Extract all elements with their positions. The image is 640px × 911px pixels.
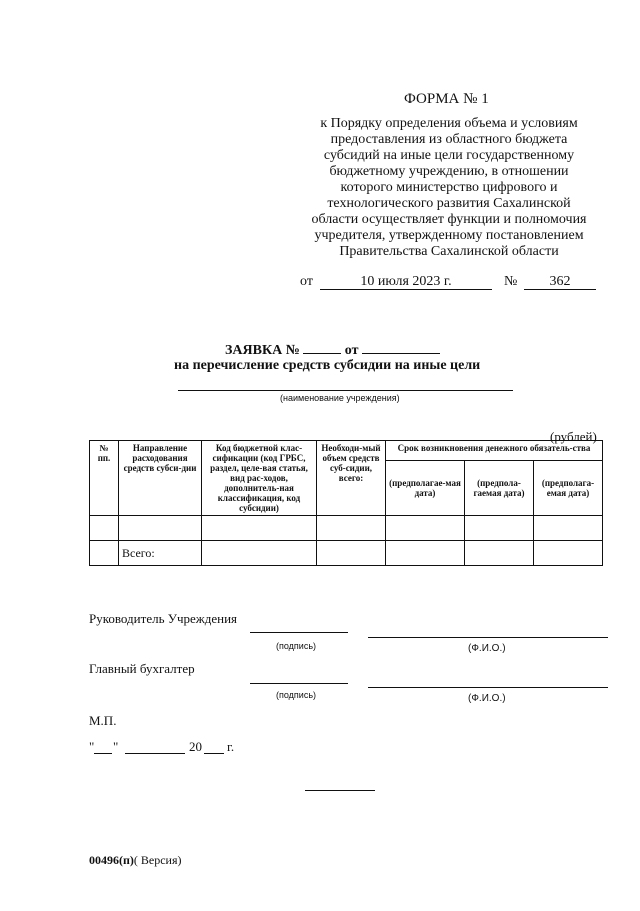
quote-close: " bbox=[113, 739, 119, 754]
header-line: к Порядку определения объема и условиям bbox=[320, 116, 578, 131]
col-header-sub1: (предполагае-мая дата) bbox=[386, 461, 465, 516]
table-cell bbox=[202, 516, 317, 541]
document-version: ( Версия) bbox=[133, 853, 182, 867]
col-header-code: Код бюджетной клас-сификации (код ГРБС, раздел, целе-вая статья, вид рас-ходов, дополнитель-ная классификация, код субсидии) bbox=[202, 441, 317, 516]
col-header-sub2: (предпола-гаемая дата) bbox=[465, 461, 534, 516]
head-fio-line bbox=[368, 637, 608, 638]
zayavka-subtitle: на перечисление средств субсидии на иные цели bbox=[174, 358, 481, 373]
number-sign: № bbox=[504, 274, 518, 289]
table-cell bbox=[465, 541, 534, 566]
table-cell bbox=[317, 541, 386, 566]
table-cell bbox=[90, 516, 119, 541]
document-code: 00496(п) bbox=[89, 853, 134, 867]
quote-open: " bbox=[89, 739, 95, 754]
end-divider bbox=[305, 790, 375, 791]
day-blank bbox=[94, 739, 112, 754]
table-cell bbox=[465, 516, 534, 541]
table-total-row bbox=[90, 541, 603, 566]
year-suffix: г. bbox=[227, 739, 235, 754]
table-cell bbox=[202, 541, 317, 566]
request-table bbox=[89, 440, 603, 566]
accountant-fio-hint: (Ф.И.О.) bbox=[468, 693, 506, 704]
zayavka-title bbox=[225, 341, 440, 359]
resolution-number: 362 bbox=[524, 274, 596, 290]
header-line: субсидий на иные цели государственному bbox=[323, 148, 575, 163]
table-row bbox=[90, 516, 603, 541]
date-prefix: от bbox=[300, 274, 313, 289]
col-header-no: № пп. bbox=[90, 441, 119, 516]
table-cell bbox=[90, 541, 119, 566]
year-blank bbox=[204, 739, 224, 754]
zayavka-number-blank bbox=[303, 341, 341, 354]
form-title: ФОРМА № 1 bbox=[404, 91, 489, 107]
year-prefix: 20 bbox=[189, 739, 202, 754]
stamp-mp: М.П. bbox=[89, 713, 117, 728]
footer-code bbox=[89, 853, 182, 868]
header-line: бюджетному учреждению, в отношении bbox=[329, 164, 569, 179]
head-sign-hint: (подпись) bbox=[276, 641, 317, 651]
col-header-sub3: (предполага-емая дата) bbox=[534, 461, 603, 516]
resolution-date-line bbox=[300, 274, 600, 294]
header-line: Правительства Сахалинской области bbox=[339, 244, 559, 259]
header-line: области осуществляет функции и полномочия bbox=[311, 212, 587, 227]
accountant-fio-line bbox=[368, 687, 608, 688]
header-line: которого министерство цифрового и bbox=[340, 180, 558, 195]
resolution-date: 10 июля 2023 г. bbox=[320, 274, 492, 290]
head-label: Руководитель Учреждения bbox=[89, 611, 238, 626]
header-line: технологического развития Сахалинской bbox=[327, 196, 571, 211]
head-signature-line bbox=[250, 632, 348, 633]
table-cell bbox=[317, 516, 386, 541]
head-fio-hint: (Ф.И.О.) bbox=[468, 643, 506, 654]
col-header-direction: Направление расходования средств субси-дии bbox=[119, 441, 202, 516]
org-name-line bbox=[178, 390, 513, 391]
accountant-sign-hint: (подпись) bbox=[276, 690, 317, 700]
month-blank bbox=[125, 739, 185, 754]
org-name-label: (наименование учреждения) bbox=[280, 393, 400, 403]
zayavka-title-prefix: ЗАЯВКА № bbox=[225, 343, 300, 358]
col-header-term: Срок возникновения денежного обязатель-ства bbox=[386, 441, 603, 461]
table-cell bbox=[119, 516, 202, 541]
accountant-signature-line bbox=[250, 683, 348, 684]
date-blank-line bbox=[89, 739, 289, 757]
table-cell bbox=[534, 541, 603, 566]
col-header-volume: Необходи-мый объем средств суб-сидии, всего: bbox=[317, 441, 386, 516]
header-reference-block bbox=[290, 116, 608, 260]
table-cell bbox=[386, 541, 465, 566]
zayavka-title-mid: от bbox=[344, 343, 359, 358]
zayavka-date-blank bbox=[362, 341, 440, 354]
unit-label: (рублей) bbox=[550, 429, 597, 444]
total-label: Всего: bbox=[119, 541, 202, 566]
accountant-label: Главный бухгалтер bbox=[89, 661, 195, 676]
table-cell bbox=[534, 516, 603, 541]
header-line: предоставления из областного бюджета bbox=[330, 132, 568, 147]
header-line: учредителя, утвержденному постановлением bbox=[314, 228, 584, 243]
table-cell bbox=[386, 516, 465, 541]
